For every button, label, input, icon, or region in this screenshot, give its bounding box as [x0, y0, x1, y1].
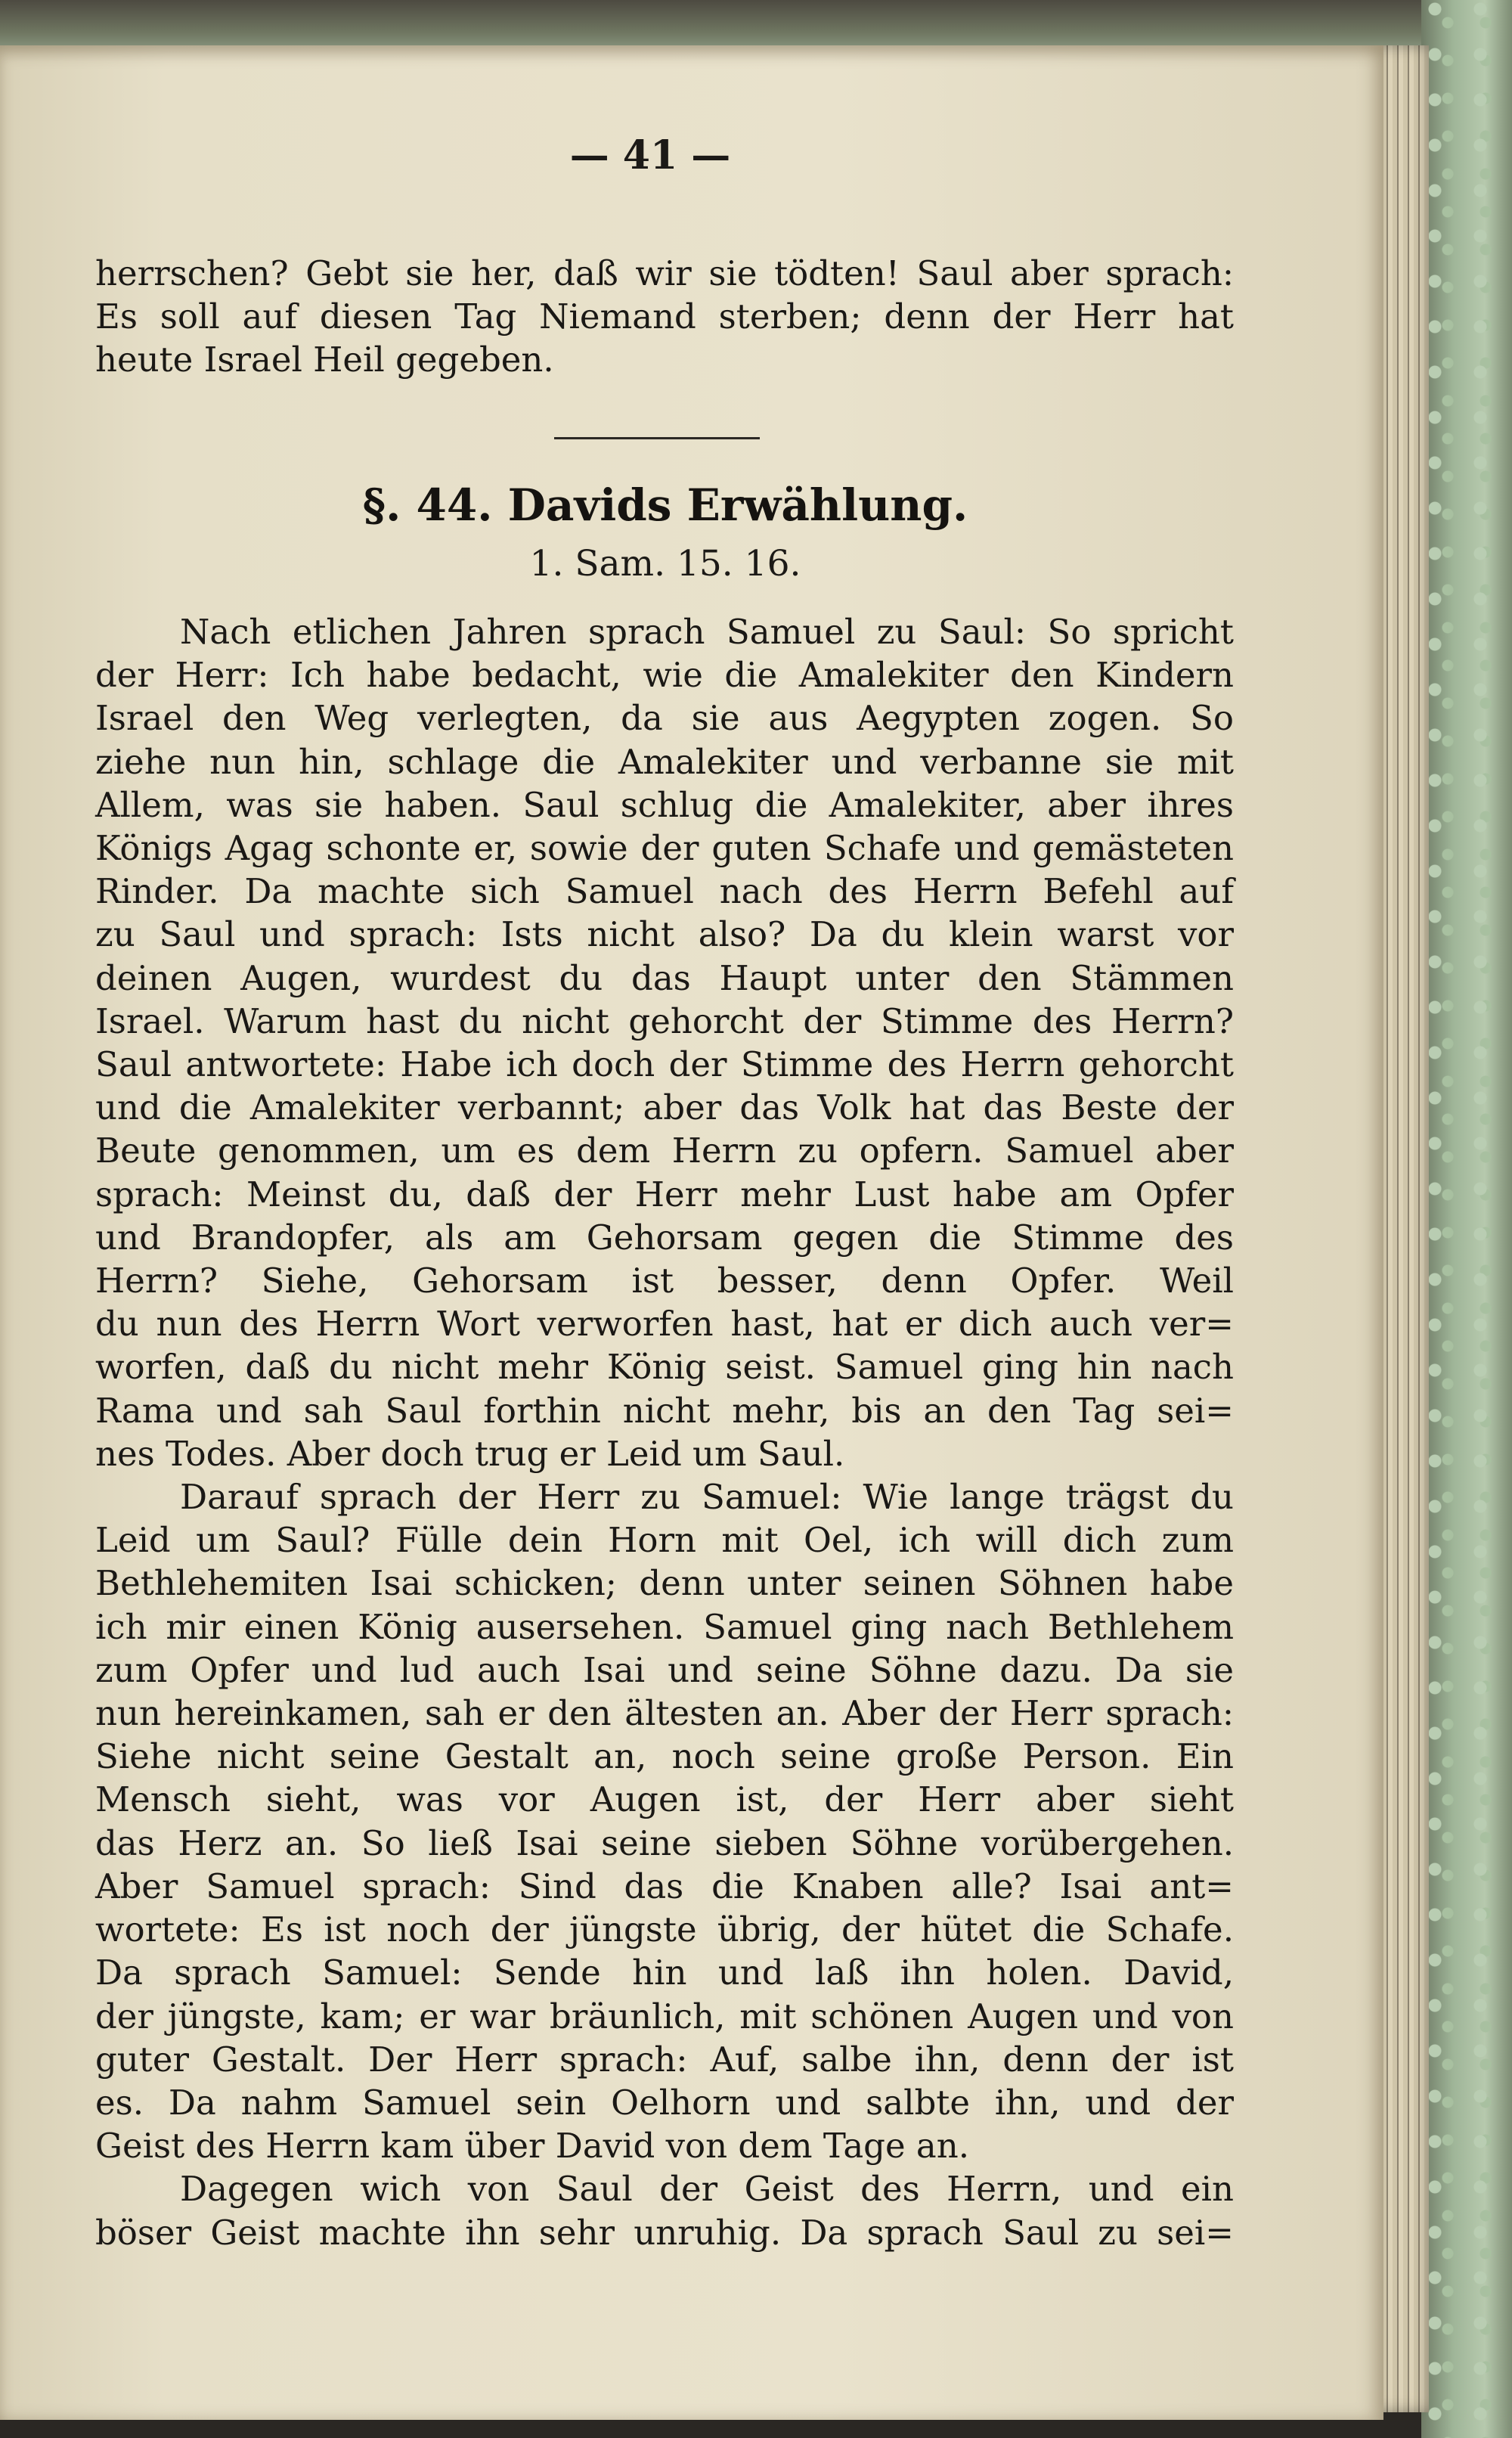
text-line: worfen, daß du nicht mehr König seist. Samuel ging hin nach — [95, 1347, 1234, 1388]
text-line: Leid um Saul? Fülle dein Horn mit Oel, ich will dich zum — [95, 1520, 1234, 1561]
text-line: herrschen? Gebt sie her, daß wir sie tödten! Saul aber sprach: — [95, 253, 1234, 293]
book-cover-edge — [1421, 0, 1512, 2438]
text-line: Allem, was sie haben. Saul schlug die Amalekiter, aber ihres — [95, 784, 1234, 825]
scripture-reference: 1. Sam. 15. 16. — [529, 543, 801, 585]
text-line: Herrn? Siehe, Gehorsam ist besser, denn Opfer. Weil — [95, 1261, 1234, 1301]
text-line: nes Todes. Aber doch trug er Leid um Saul. — [95, 1433, 845, 1474]
section-body — [95, 610, 1234, 2254]
text-line: ziehe nun hin, schlage die Amalekiter und verbanne sie mit — [95, 741, 1234, 782]
text-line: sprach: Meinst du, daß der Herr mehr Lust habe am Opfer — [95, 1174, 1234, 1214]
text-line: Israel. Warum hast du nicht gehorcht der Stimme des Herrn? — [95, 1000, 1234, 1041]
text-line: du nun des Herrn Wort verworfen hast, hat er dich auch ver= — [95, 1304, 1234, 1345]
text-line: der jüngste, kam; er war bräunlich, mit schönen Augen und von — [95, 1996, 1234, 2036]
paragraph — [95, 610, 1234, 1475]
text-line: Saul antwortete: Habe ich doch der Stimme des Herrn gehorcht — [95, 1044, 1234, 1085]
text-line: Darauf sprach der Herr zu Samuel: Wie lange trägst du — [180, 1477, 1234, 1518]
text-line: und die Amalekiter verbannt; aber das Volk hat das Beste der — [95, 1087, 1234, 1128]
text-line: guter Gestalt. Der Herr sprach: Auf, salbe ihn, denn der ist — [95, 2039, 1234, 2080]
text-line: Königs Agag schonte er, sowie der guten Schafe und gemästeten — [95, 828, 1234, 869]
text-line: Aber Samuel sprach: Sind das die Knaben alle? Isai ant= — [95, 1866, 1234, 1906]
text-line: der Herr: Ich habe bedacht, wie die Amalekiter den Kindern — [95, 655, 1234, 696]
text-line: Rama und sah Saul forthin nicht mehr, bis an den Tag sei= — [95, 1390, 1234, 1431]
section-divider — [554, 437, 760, 439]
text-line: das Herz an. So ließ Isai seine sieben Söhne vorübergehen. — [95, 1822, 1234, 1863]
text-line: deinen Augen, wurdest du das Haupt unter den Stämmen — [95, 957, 1234, 998]
text-line: Es soll auf diesen Tag Niemand sterben; denn der Herr hat — [95, 296, 1234, 337]
text-line: Israel den Weg verlegten, da sie aus Aegypten zogen. So — [95, 698, 1234, 739]
text-line: Siehe nicht seine Gestalt an, noch seine große Person. Ein — [95, 1736, 1234, 1777]
text-line: wortete: Es ist noch der jüngste übrig, der hütet die Schafe. — [95, 1909, 1234, 1950]
paragraph — [95, 1475, 1234, 2167]
text-line: zum Opfer und lud auch Isai und seine Söhne dazu. Da sie — [95, 1649, 1234, 1690]
text-line: Rinder. Da machte sich Samuel nach des Herrn Befehl auf — [95, 871, 1234, 912]
text-line: Bethlehemiten Isai schicken; denn unter seinen Söhnen habe — [95, 1563, 1234, 1604]
text-line: und Brandopfer, als am Gehorsam gegen die Stimme des — [95, 1217, 1234, 1258]
text-line: Beute genommen, um es dem Herrn zu opfern. Samuel aber — [95, 1131, 1234, 1171]
section-heading: §. 44. Davids Erwählung. — [362, 479, 968, 531]
text-line: böser Geist machte ihn sehr unruhig. Da sprach Saul zu sei= — [95, 2212, 1234, 2253]
paragraph — [95, 2167, 1234, 2253]
text-line: nun hereinkamen, sah er den ältesten an. Aber der Herr sprach: — [95, 1693, 1234, 1734]
text-line: ich mir einen König ausersehen. Samuel ging nach Bethlehem — [95, 1606, 1234, 1647]
intro-text — [95, 252, 1234, 382]
text-line: heute Israel Heil gegeben. — [95, 340, 554, 380]
text-line: Dagegen wich von Saul der Geist des Herrn, und ein — [180, 2169, 1234, 2210]
text-line: Nach etlichen Jahren sprach Samuel zu Saul: So spricht — [180, 612, 1234, 652]
text-line: es. Da nahm Samuel sein Oelhorn und salbte ihn, und der — [95, 2082, 1234, 2123]
text-line: Geist des Herrn kam über David von dem Tage an. — [95, 2126, 970, 2167]
text-line: zu Saul und sprach: Ists nicht also? Da du klein warst vor — [95, 914, 1234, 955]
page-number: — 41 — — [569, 132, 731, 178]
text-line: Da sprach Samuel: Sende hin und laß ihn holen. David, — [95, 1953, 1234, 1993]
text-line: Mensch sieht, was vor Augen ist, der Herr aber sieht — [95, 1779, 1234, 1820]
